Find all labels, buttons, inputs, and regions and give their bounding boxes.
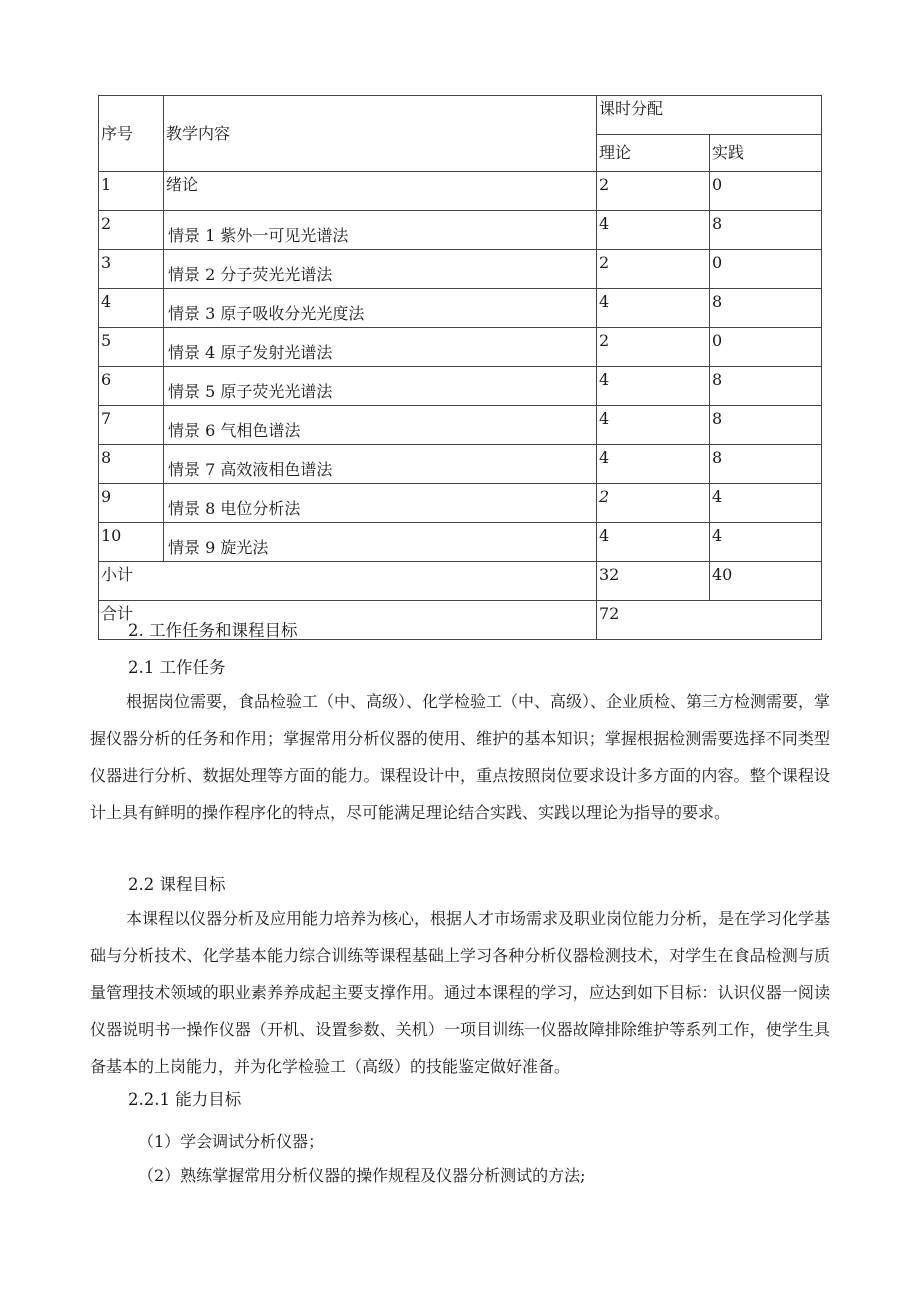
row-practice: 0 <box>710 328 822 367</box>
row-content: 情景 6 气相色谱法 <box>164 406 597 445</box>
row-content: 情景 1 紫外一可见光谱法 <box>164 211 597 250</box>
row-content: 情景 9 旋光法 <box>164 523 597 562</box>
row-content: 情景 5 原子荧光光谱法 <box>164 367 597 406</box>
total-value: 72 <box>597 601 822 640</box>
row-seq: 4 <box>99 289 164 328</box>
row-practice: 0 <box>710 172 822 211</box>
row-theory: 4 <box>597 367 710 406</box>
section-2-2-title: 2.2 课程目标 <box>128 875 226 894</box>
row-practice: 0 <box>710 250 822 289</box>
table-row <box>99 289 822 328</box>
list-item: （2）熟练掌握常用分析仪器的操作规程及仪器分析测试的方法; <box>138 1166 586 1185</box>
row-content: 绪论 <box>164 172 597 211</box>
table-row <box>99 445 822 484</box>
row-practice: 8 <box>710 445 822 484</box>
row-theory: 4 <box>597 523 710 562</box>
row-practice: 4 <box>710 523 822 562</box>
header-hours: 课时分配 <box>597 96 822 135</box>
row-seq: 5 <box>99 328 164 367</box>
row-theory: 2 <box>597 484 710 523</box>
header-theory: 理论 <box>597 135 710 172</box>
row-seq: 1 <box>99 172 164 211</box>
subtotal-practice: 40 <box>710 562 822 601</box>
subtotal-label: 小计 <box>99 562 597 601</box>
table-row <box>99 406 822 445</box>
row-practice: 8 <box>710 289 822 328</box>
row-content: 情景 2 分子荧光光谱法 <box>164 250 597 289</box>
header-content: 教学内容 <box>164 96 597 172</box>
subtotal-row <box>99 562 822 601</box>
section-2-1-title: 2.1 工作任务 <box>128 658 226 677</box>
section-2-title: 2. 工作任务和课程目标 <box>128 621 298 640</box>
row-theory: 4 <box>597 289 710 328</box>
row-theory: 4 <box>597 406 710 445</box>
paragraph-text: 根据岗位需要，食品检验工（中、高级）、化学检验工（中、高级）、企业质检、第三方检测需要，掌握仪器分析的任务和作用；掌握常用分析仪器的使用、维护的基本知识；掌握根据检测需要选择不同类型仪器进行分析、数据处理等方面的能力。课程设计中，重点按照岗位要求设计多方面的内容。整个课程设计上具有鲜明的操作程序化的特点，尽可能满足理论结合实践、实践以理论为指导的要求。 <box>90 692 831 822</box>
row-theory: 2 <box>597 250 710 289</box>
table-header-row <box>99 96 822 135</box>
table-row <box>99 250 822 289</box>
table-row <box>99 211 822 250</box>
table-row <box>99 367 822 406</box>
row-content: 情景 8 电位分析法 <box>164 484 597 523</box>
table-row <box>99 328 822 367</box>
table-row <box>99 523 822 562</box>
course-hours-table <box>98 95 822 640</box>
row-theory: 4 <box>597 211 710 250</box>
row-theory: 2 <box>597 172 710 211</box>
row-content: 情景 7 高效液相色谱法 <box>164 445 597 484</box>
table-row <box>99 172 822 211</box>
row-content: 情景 4 原子发射光谱法 <box>164 328 597 367</box>
subtotal-theory: 32 <box>597 562 710 601</box>
row-practice: 4 <box>710 484 822 523</box>
section-2-2-1-title: 2.2.1 能力目标 <box>128 1090 242 1109</box>
row-seq: 3 <box>99 250 164 289</box>
row-theory: 4 <box>597 445 710 484</box>
row-seq: 6 <box>99 367 164 406</box>
total-label: 合计 <box>99 601 597 640</box>
row-seq: 8 <box>99 445 164 484</box>
row-seq: 10 <box>99 523 164 562</box>
row-practice: 8 <box>710 406 822 445</box>
section-2-2-paragraph <box>90 900 830 1085</box>
row-practice: 8 <box>710 211 822 250</box>
header-practice: 实践 <box>710 135 822 172</box>
row-seq: 7 <box>99 406 164 445</box>
header-seq: 序号 <box>99 96 164 172</box>
row-practice: 8 <box>710 367 822 406</box>
list-item: （1）学会调试分析仪器； <box>138 1132 325 1151</box>
paragraph-text: 本课程以仪器分析及应用能力培养为核心，根据人才市场需求及职业岗位能力分析，是在学习化学基础与分析技术、化学基本能力综合训练等课程基础上学习各种分析仪器检测技术，对学生在食品检测与质量管理技术领域的职业素养养成起主要支撑作用。通过本课程的学习，应达到如下目标：认识仪器一阅读仪器说明书一操作仪器（开机、设置参数、关机）一项目训练一仪器故障排除维护等系列工作，使学生具备基本的上岗能力，并为化学检验工（高级）的技能鉴定做好准备。 <box>90 909 831 1076</box>
row-seq: 9 <box>99 484 164 523</box>
row-seq: 2 <box>99 211 164 250</box>
row-content: 情景 3 原子吸收分光光度法 <box>164 289 597 328</box>
table-row <box>99 484 822 523</box>
section-2-1-paragraph <box>90 683 830 831</box>
row-theory: 2 <box>597 328 710 367</box>
